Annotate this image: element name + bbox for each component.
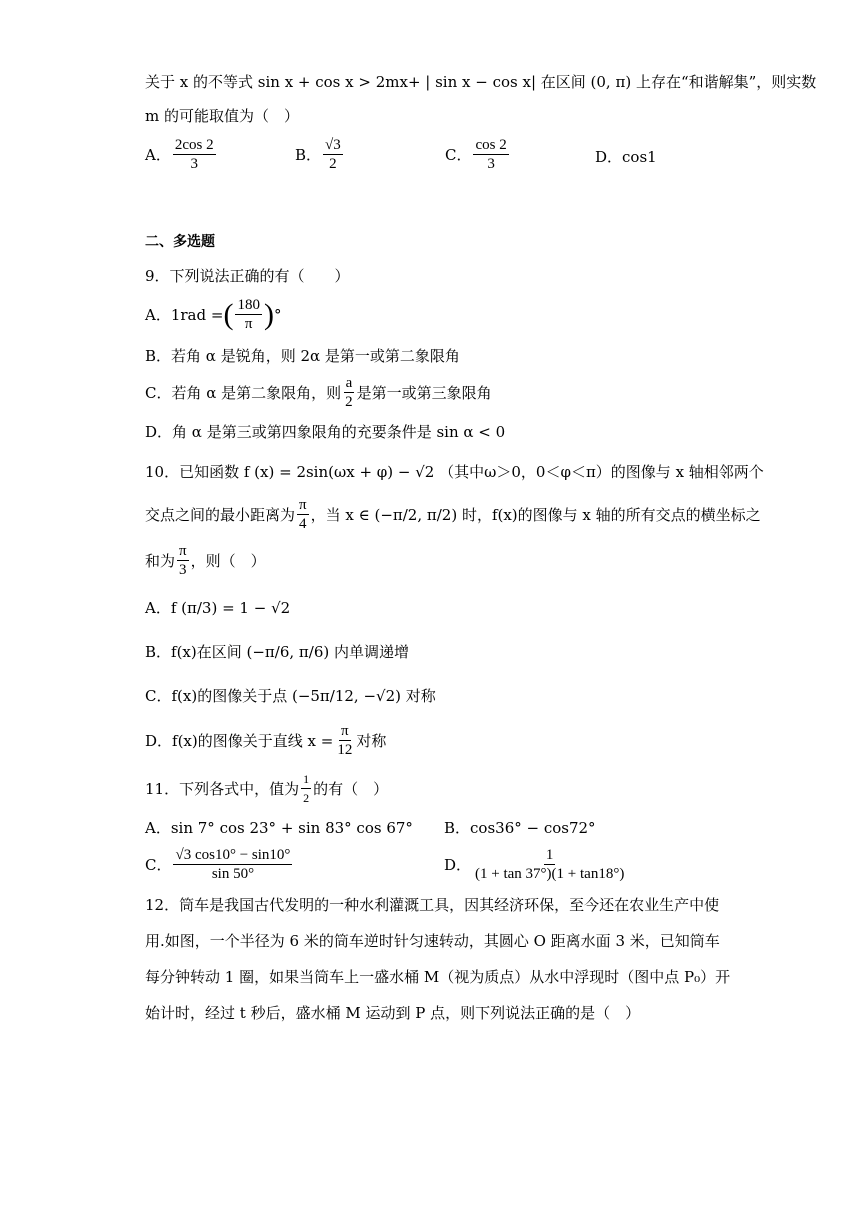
q9-option-b[interactable]: B．若角 α 是锐角，则 2α 是第一或第二象限角	[145, 347, 460, 365]
q12-line-2: 用.如图，一个半径为 6 米的筒车逆时针匀速转动，其圆心 O 距离水面 3 米，已知筒车	[145, 932, 720, 950]
option-text: cos1	[622, 147, 657, 166]
fraction: $\frac{1}{2}$	[303, 772, 310, 805]
q8-option-b[interactable]	[295, 136, 345, 173]
q9-option-c[interactable]: C．若角 α 是第二象限角，则 $\frac{a}{2}$ 是第一或第三象限角	[145, 375, 492, 410]
fraction: $\frac{2\cos 2}{3}$	[174, 137, 214, 172]
q8-line-1: 关于 x 的不等式 sin x + cos x > 2mx+ | sin x − cos x| 在区间 (0, π) 上存在“和谐解集”，则实数	[145, 73, 817, 91]
option-label: A．	[145, 146, 171, 164]
q8-line-2: m 的可能取值为（ ）	[145, 107, 299, 125]
q10-line-3: 和为 $\frac{\pi}{3}$ ，则（ ）	[145, 543, 266, 578]
q8-option-c[interactable]	[445, 136, 511, 173]
q11-option-b[interactable]: B．cos36° − cos72°	[444, 819, 596, 837]
q11-option-c[interactable]: C． $\frac{√3 \cos 10^\circ - \sin 10^\circ}{\sin 50^\circ}$	[145, 847, 291, 882]
q12-line-3: 每分钟转动 1 圈，如果当筒车上一盛水桶 M（视为质点）从水中浮现时（图中点 P₀）开	[145, 968, 731, 986]
fraction: $\frac{1}{(1 + \tan 37^\circ)(1 + \tan 18^\circ)}$	[475, 847, 625, 882]
q12-line-4: 始计时，经过 t 秒后，盛水桶 M 运动到 P 点，则下列说法正确的是（ ）	[145, 1004, 641, 1022]
section-title: 二、多选题	[145, 234, 215, 250]
q10-option-b[interactable]: B．f(x)在区间 (−π/6, π/6) 内单调递增	[145, 643, 409, 661]
q8-option-a[interactable]	[145, 136, 218, 173]
fraction: $\frac{\pi}{3}$	[179, 543, 187, 578]
fraction: $\frac{\cos 2}{3}$	[475, 137, 507, 172]
fraction: $\frac{√3}{2}$	[325, 137, 341, 172]
q9-option-d[interactable]: D．角 α 是第三或第四象限角的充要条件是 sin α < 0	[145, 423, 506, 441]
q11-option-a[interactable]: A．sin 7° cos 23° + sin 83° cos 67°	[145, 819, 413, 837]
q9-stem: 9．下列说法正确的有（ ）	[145, 267, 350, 285]
fraction: $\frac{\pi}{4}$	[299, 497, 307, 532]
option-label: D．	[595, 148, 623, 166]
q10-line-1: 10．已知函数 f (x) = 2sin(ωx + φ) − √2 （其中ω＞0，0＜φ＜π）的图像与 x 轴相邻两个	[145, 463, 764, 481]
fraction: $\frac{180}{\pi}$	[237, 297, 260, 332]
q11-stem: 11．下列各式中，值为 $\frac{1}{2}$ 的有（ ）	[145, 772, 389, 805]
q8-option-d[interactable]	[595, 146, 657, 167]
q10-option-a[interactable]: A．f (π/3) = 1 − √2	[145, 599, 291, 617]
q9-option-a[interactable]: A．1rad = ( $\frac{180}{\pi}$ ) °	[145, 297, 282, 332]
q12-line-1: 12．筒车是我国古代发明的一种水利灌溉工具，因其经济环保，至今还在农业生产中使	[145, 896, 720, 914]
q10-option-c[interactable]: C．f(x)的图像关于点 (−5π/12, −√2) 对称	[145, 687, 436, 705]
option-label: C．	[445, 146, 472, 164]
q10-line-2: 交点之间的最小距离为 $\frac{\pi}{4}$ ，当 x ∈ (−π/2, π/2) 时，f(x)的图像与 x 轴的所有交点的横坐标之	[145, 497, 761, 532]
fraction: $\frac{a}{2}$	[345, 375, 353, 410]
q10-option-d[interactable]: D．f(x)的图像关于直线 x = $\frac{\pi}{12}$ 对称	[145, 723, 387, 758]
q8-options	[145, 136, 765, 180]
option-label: B．	[295, 146, 322, 164]
q11-option-d[interactable]: D． $\frac{1}{(1 + \tan 37^\circ)(1 + \tan 18^\circ)}$	[444, 847, 625, 882]
fraction: $\frac{√3 \cos 10^\circ - \sin 10^\circ}{\sin 50^\circ}$	[175, 847, 291, 882]
fraction: $\frac{\pi}{12}$	[337, 723, 353, 758]
